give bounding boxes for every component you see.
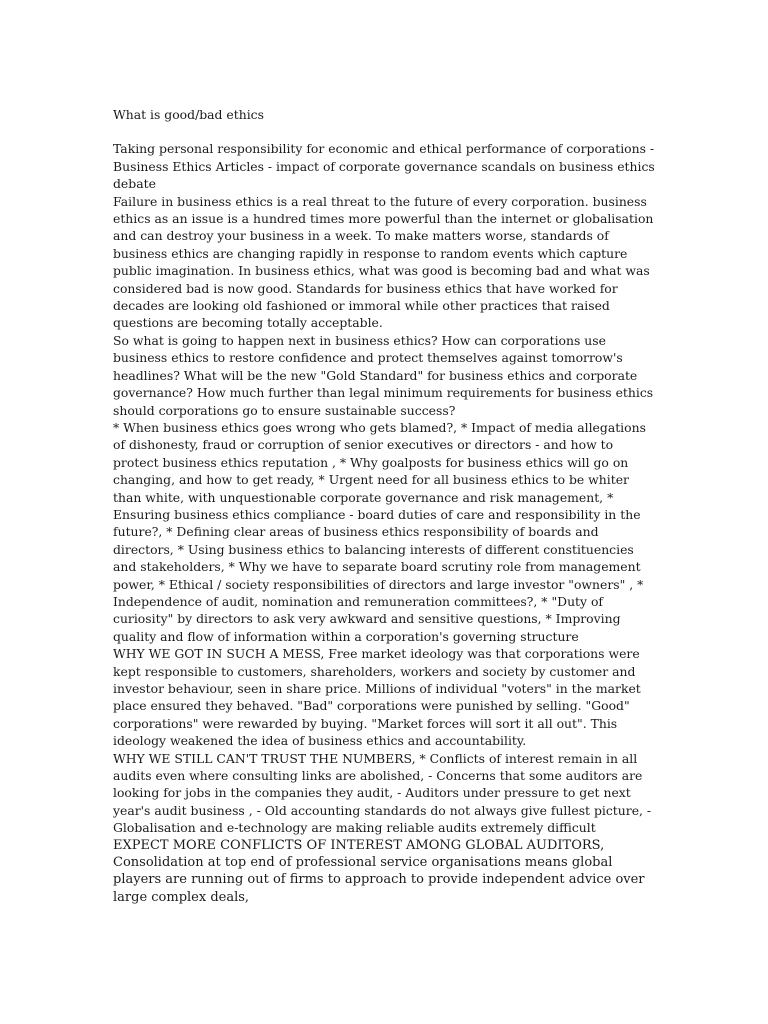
document-title: What is good/bad ethics bbox=[113, 107, 264, 122]
document-page bbox=[113, 106, 658, 906]
paragraph-numbers: WHY WE STILL CAN'T TRUST THE NUMBERS, * Conflicts of interest remain in all audits even where consulting links are abolished, - Concerns that some auditors are looking for jobs in the companies they audit, - Auditors under pressure to get next year's audit business , - Old accounting standards do not always give fullest picture, - Globalisation and e-technology are making reliable audits extremely difficult bbox=[113, 750, 652, 836]
paragraph-what-next: So what is going to happen next in business ethics? How can corporations use business ethics to restore confidence and protect themselves against tomorrow's headlines? What will be the new "Gold Standard" for business ethics and corporate governance? How much further than legal minimum requirements for business ethics should corporations go to ensure sustainable success? bbox=[113, 332, 654, 418]
paragraph-intro: Taking personal responsibility for economic and ethical performance of corporations - Business Ethics Articles - impact of corporate governance scandals on business ethics debate bbox=[113, 141, 655, 192]
paragraph-mess: WHY WE GOT IN SUCH A MESS, Free market ideology was that corporations were kept responsible to customers, shareholders, workers and society by customer and investor behaviour, seen in share price. Millions of individual "voters" in the market place ensured they behaved. "Bad" corporations were punished by selling. "Good" corporations" were rewarded by buying. "Market forces will sort it all out". This ideology weakened the idea of business ethics and accountability. bbox=[113, 646, 641, 749]
paragraph-failure: Failure in business ethics is a real threat to the future of every corporation. business ethics as an issue is a hundred times more powerful than the internet or globalisation and can destroy your business in a week. To make matters worse, standards of business ethics are changing rapidly in response to random events which capture public imagination. In business ethics, what was good is becoming bad and what was considered bad is now good. Standards for business ethics that have worked for decades are looking old fashioned or immoral while other practices that raised questions are becoming totally acceptable. bbox=[113, 193, 654, 331]
paragraph-conflicts: EXPECT MORE CONFLICTS OF INTEREST AMONG GLOBAL AUDITORS, Consolidation at top end of professional service organisations means global players are running out of firms to approach to provide independent advice over large complex deals, bbox=[113, 837, 645, 905]
paragraph-topics-list: * When business ethics goes wrong who gets blamed?, * Impact of media allegations of dishonesty, fraud or corruption of senior executives or directors - and how to protect business ethics reputation , * Why goalposts for business ethics will go on changing, and how to get ready, * Urgent need for all business ethics to be whiter than white, with unquestionable corporate governance and risk management, * Ensuring business ethics compliance - board duties of care and responsibility in the future?, * Defining clear areas of business ethics responsibility of boards and directors, * Using business ethics to balancing interests of different constituencies and stakeholders, * Why we have to separate board scrutiny role from management power, * Ethical / society responsibilities of directors and large investor "owners" , * Independence of audit, nomination and remuneration committees?, * "Duty of curiosity" by directors to ask very awkward and sensitive questions, * Improving quality and flow of information within a corporation's governing structure bbox=[113, 419, 646, 644]
